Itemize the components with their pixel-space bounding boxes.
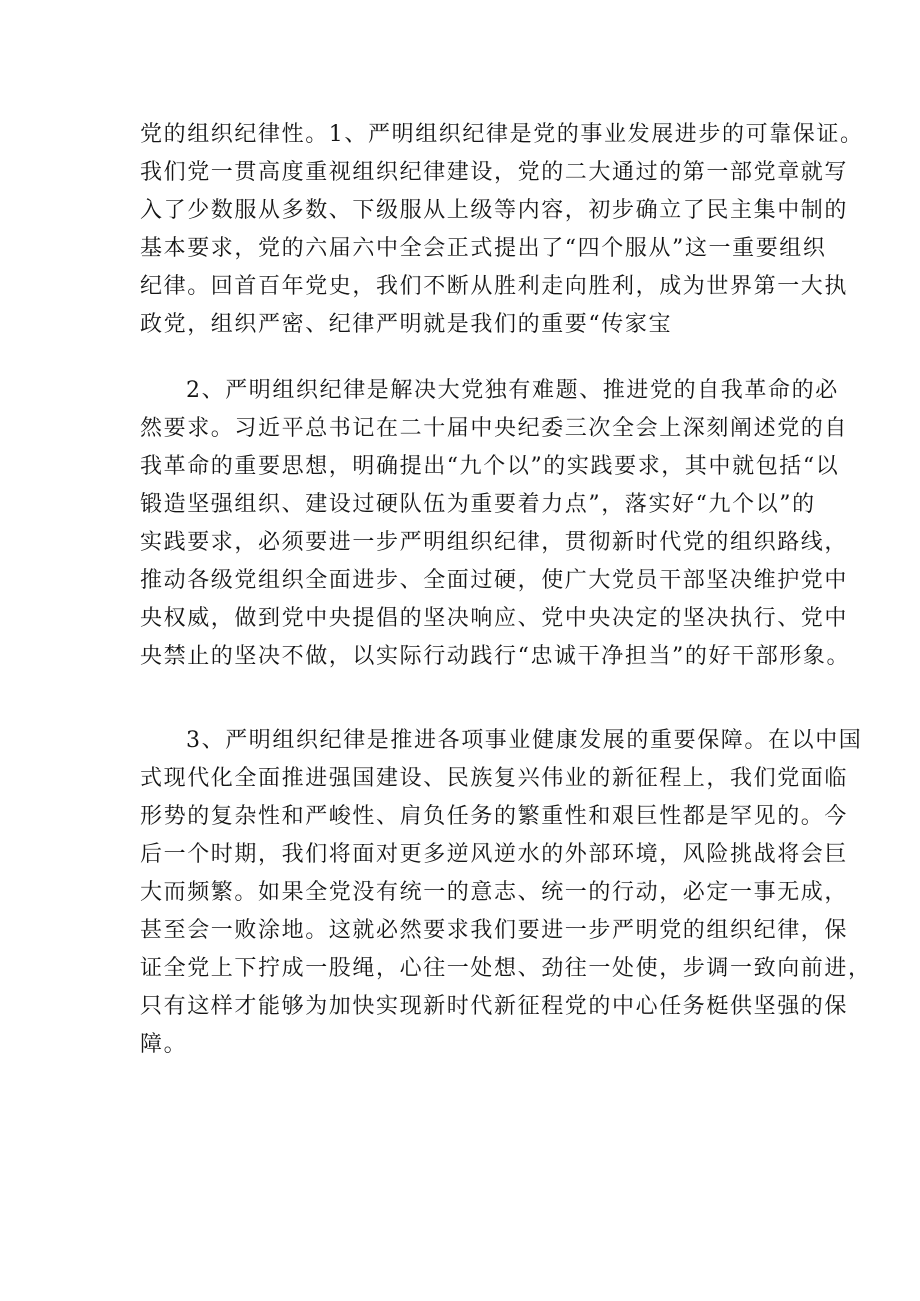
- text-line: 实践要求，必须要进一步严明组织纪律，贯彻新时代党的组织路线，: [140, 530, 849, 555]
- text-line: 2、严明组织纪律是解决大党独有难题、推进党的自我革命的必: [186, 378, 839, 403]
- text-line: 央权威，做到党中央提倡的坚决响应、党中央决定的坚决执行、党中: [140, 606, 849, 631]
- text-line: 锻造坚强组织、建设过硬队伍为重要着力点”，落实好“九个以”的: [140, 492, 816, 517]
- text-line: 基本要求，党的六届六中全会正式提出了“四个服从”这一重要组织: [140, 236, 827, 261]
- text-line: 党的组织纪律性。1、严明组织纪律是党的事业发展进步的可靠保证。: [140, 122, 864, 147]
- text-line: 障。: [140, 1032, 188, 1057]
- text-line: 式现代化全面推进强国建设、民族复兴伟业的新征程上，我们党面临: [140, 766, 849, 791]
- text-line: 然要求。习近平总书记在二十届中央纪委三次全会上深刻阐述党的自: [140, 416, 849, 441]
- text-line: 推动各级党组织全面进步、全面过硬，使广大党员干部坚决维护党中: [140, 568, 849, 593]
- text-line: 证全党上下拧成一股绳，心往一处想、劲往一处使，步调一致向前进，: [140, 956, 872, 981]
- paragraph-2: [140, 372, 851, 676]
- text-line: 只有这样才能够为加快实现新时代新征程党的中心任务梃供坚强的保: [140, 994, 849, 1019]
- text-line: 纪律。回首百年党史，我们不断从胜利走向胜利，成为世界第一大执: [140, 274, 849, 299]
- text-line: 入了少数服从多数、下级服从上级等内容，初步确立了民主集中制的: [140, 198, 849, 223]
- text-line: 我们党一贯高度重视组织纪律建设，党的二大通过的第一部党章就写: [140, 160, 849, 185]
- text-line: 形势的复杂性和严峻性、肩负任务的繁重性和艰巨性都是罕见的。今: [140, 804, 849, 829]
- text-line: 3、严明组织纪律是推进各项事业健康发展的重要保障。在以中国: [186, 728, 863, 753]
- text-line: 政党，组织严密、纪律严明就是我们的重要“传家宝: [140, 312, 673, 337]
- text-line: 大而频繁。如果全党没有统一的意志、统一的行动，必定一事无成，: [140, 880, 849, 905]
- text-line: 后一个时期，我们将面对更多逆风逆水的外部环境，风险挑战将会巨: [140, 842, 849, 867]
- paragraph-1: [140, 116, 864, 344]
- text-line: 央禁止的坚决不做，以实际行动践行“忠诚干净担当”的好干部形象。: [140, 644, 851, 669]
- text-line: 我革命的重要思想，明确提出“九个以”的实践要求，其中就包括“以: [140, 454, 840, 479]
- paragraph-3: [140, 722, 872, 1064]
- text-line: 甚至会一败涂地。这就必然要求我们要进一步严明党的组织纪律，保: [140, 918, 849, 943]
